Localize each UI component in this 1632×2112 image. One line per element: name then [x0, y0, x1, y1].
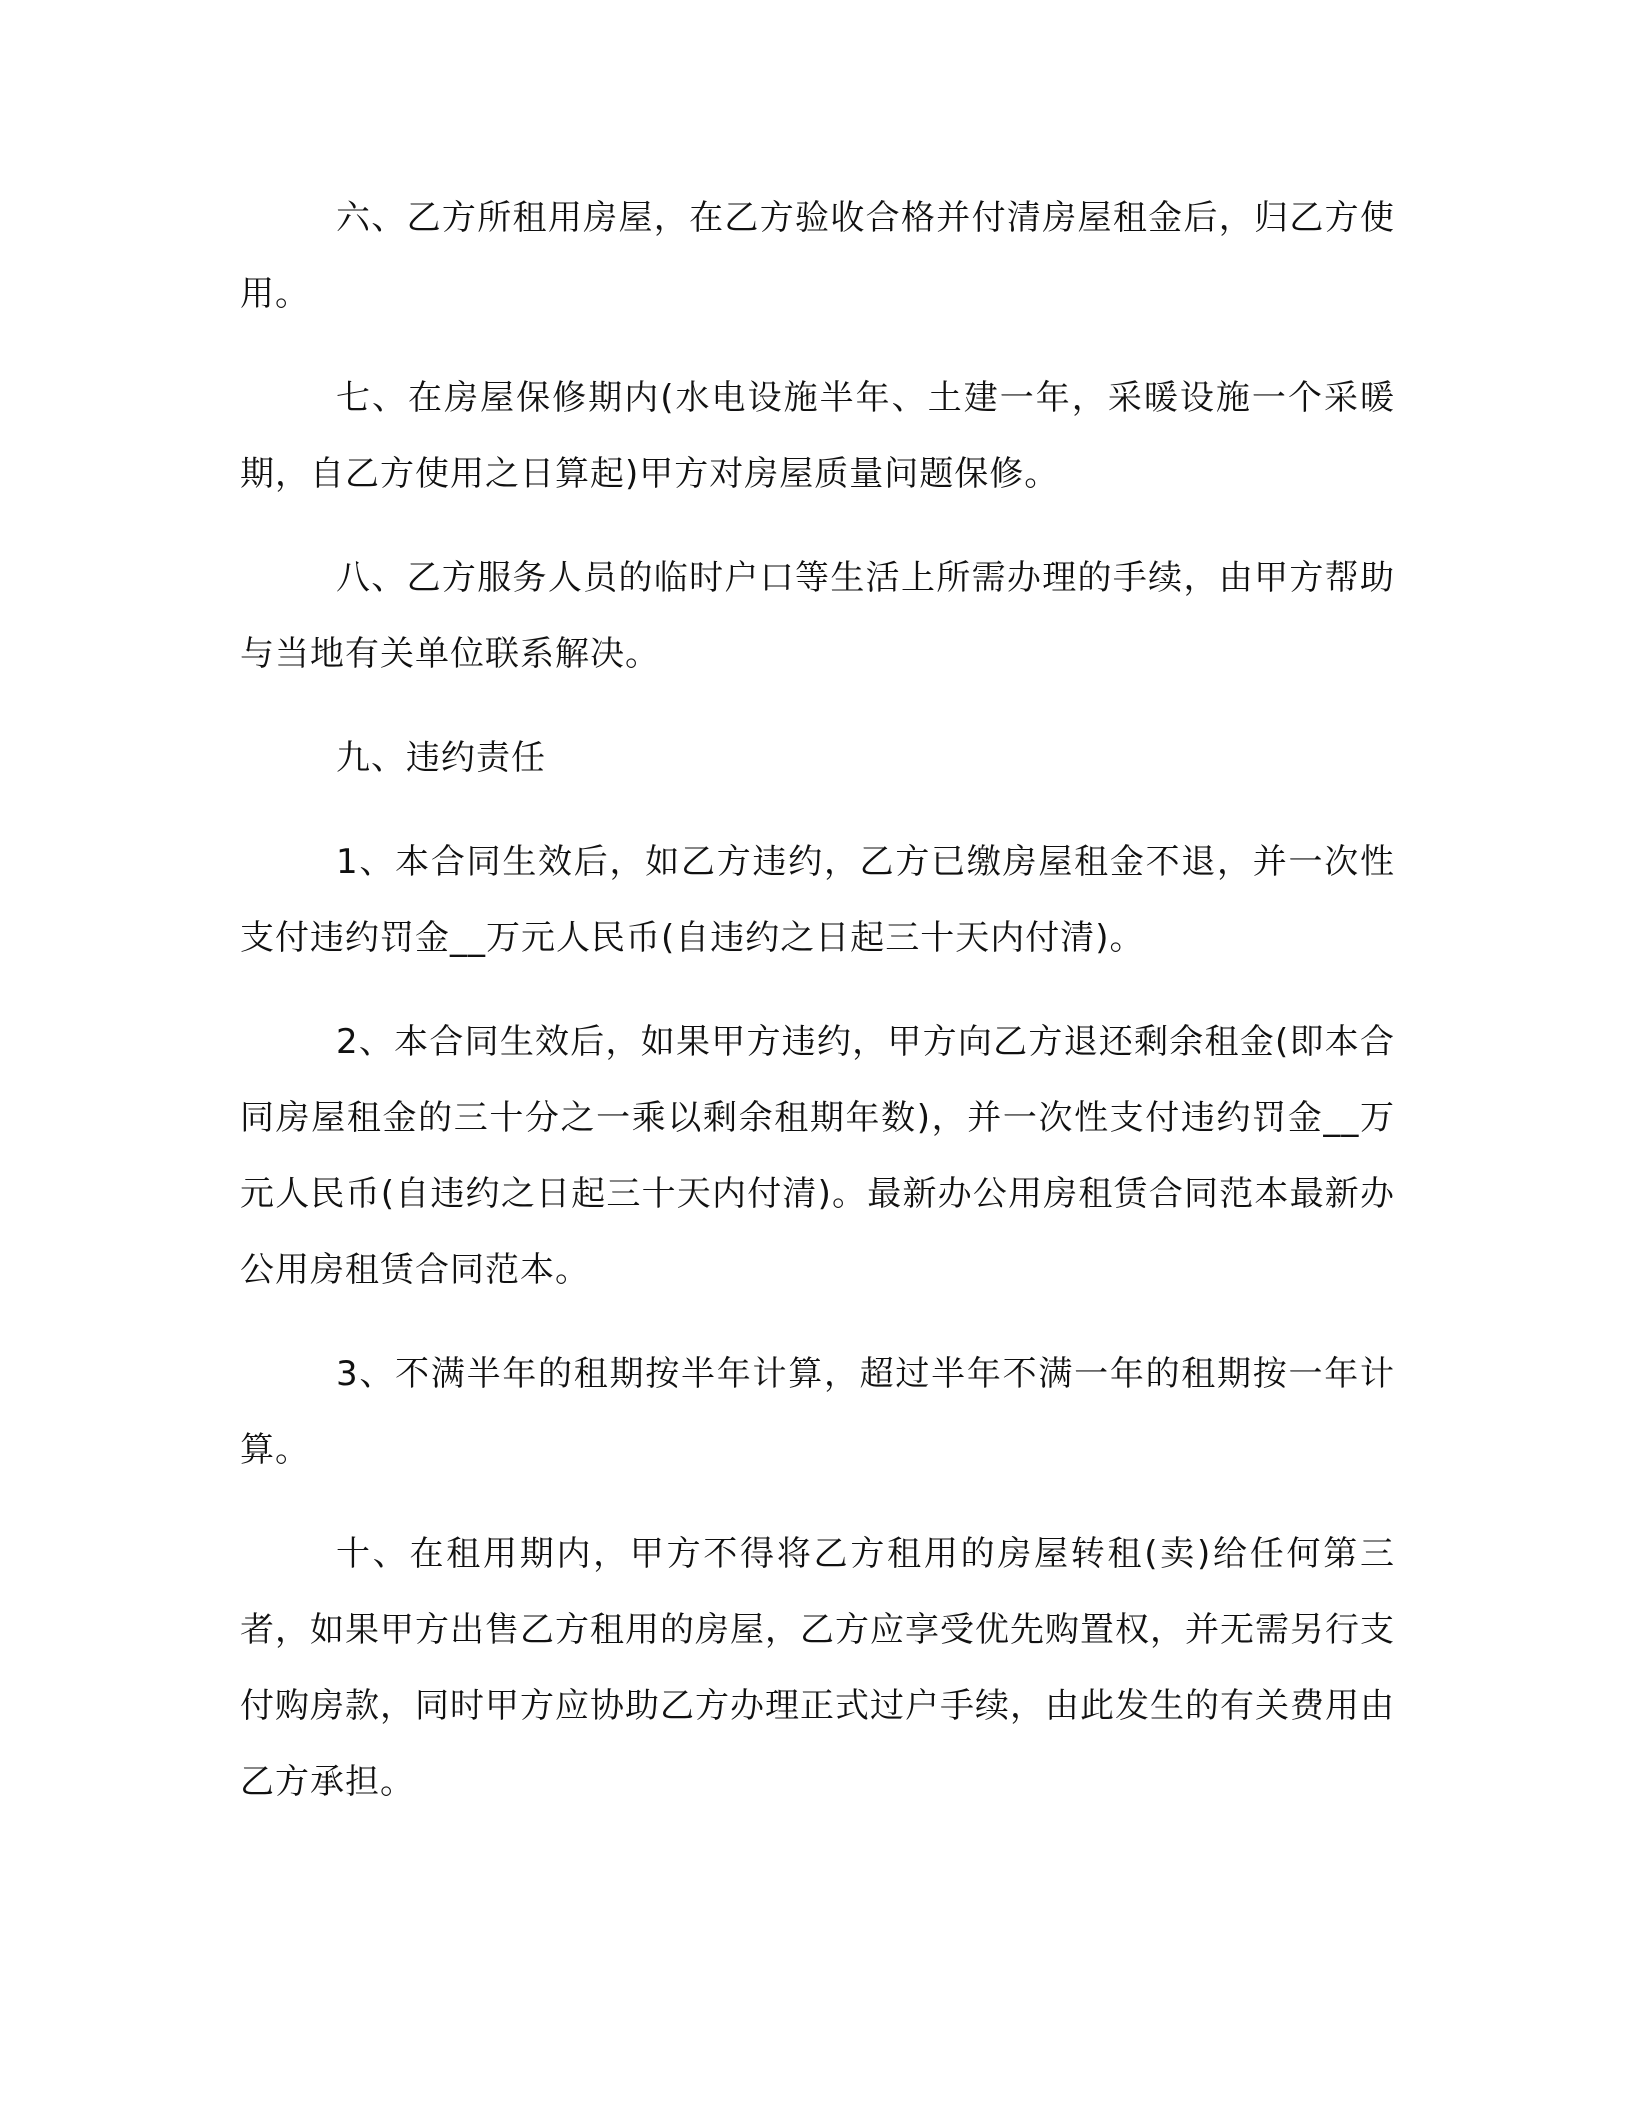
heading-article-9: 九、违约责任 — [336, 738, 546, 778]
paragraph-article-6: 六、乙方所租用房屋，在乙方验收合格并付清房屋租金后，归乙方使用。 — [240, 198, 1395, 314]
document-page — [240, 180, 1395, 1848]
paragraph-article-10: 十、在租用期内，甲方不得将乙方租用的房屋转租(卖)给任何第三者，如果甲方出售乙方租用的房屋，乙方应享受优先购置权，并无需另行支付购房款，同时甲方应协助乙方办理正式过户手续，由此发生的有关费用由乙方承担。 — [240, 1534, 1395, 1802]
paragraph-article-7: 七、在房屋保修期内(水电设施半年、土建一年，采暖设施一个采暖期，自乙方使用之日算起)甲方对房屋质量问题保修。 — [240, 378, 1395, 494]
paragraph-article-9-clause-3: 3、不满半年的租期按半年计算，超过半年不满一年的租期按一年计算。 — [240, 1354, 1395, 1470]
paragraph-article-8: 八、乙方服务人员的临时户口等生活上所需办理的手续，由甲方帮助与当地有关单位联系解决。 — [240, 558, 1395, 674]
paragraph-article-9-clause-2: 2、本合同生效后，如果甲方违约，甲方向乙方退还剩余租金(即本合同房屋租金的三十分之一乘以剩余租期年数)，并一次性支付违约罚金__万元人民币(自违约之日起三十天内付清)。最新办公用房租赁合同范本最新办公用房租赁合同范本。 — [240, 1022, 1395, 1290]
paragraph-article-9-clause-1: 1、本合同生效后，如乙方违约，乙方已缴房屋租金不退，并一次性支付违约罚金__万元人民币(自违约之日起三十天内付清)。 — [240, 842, 1395, 958]
